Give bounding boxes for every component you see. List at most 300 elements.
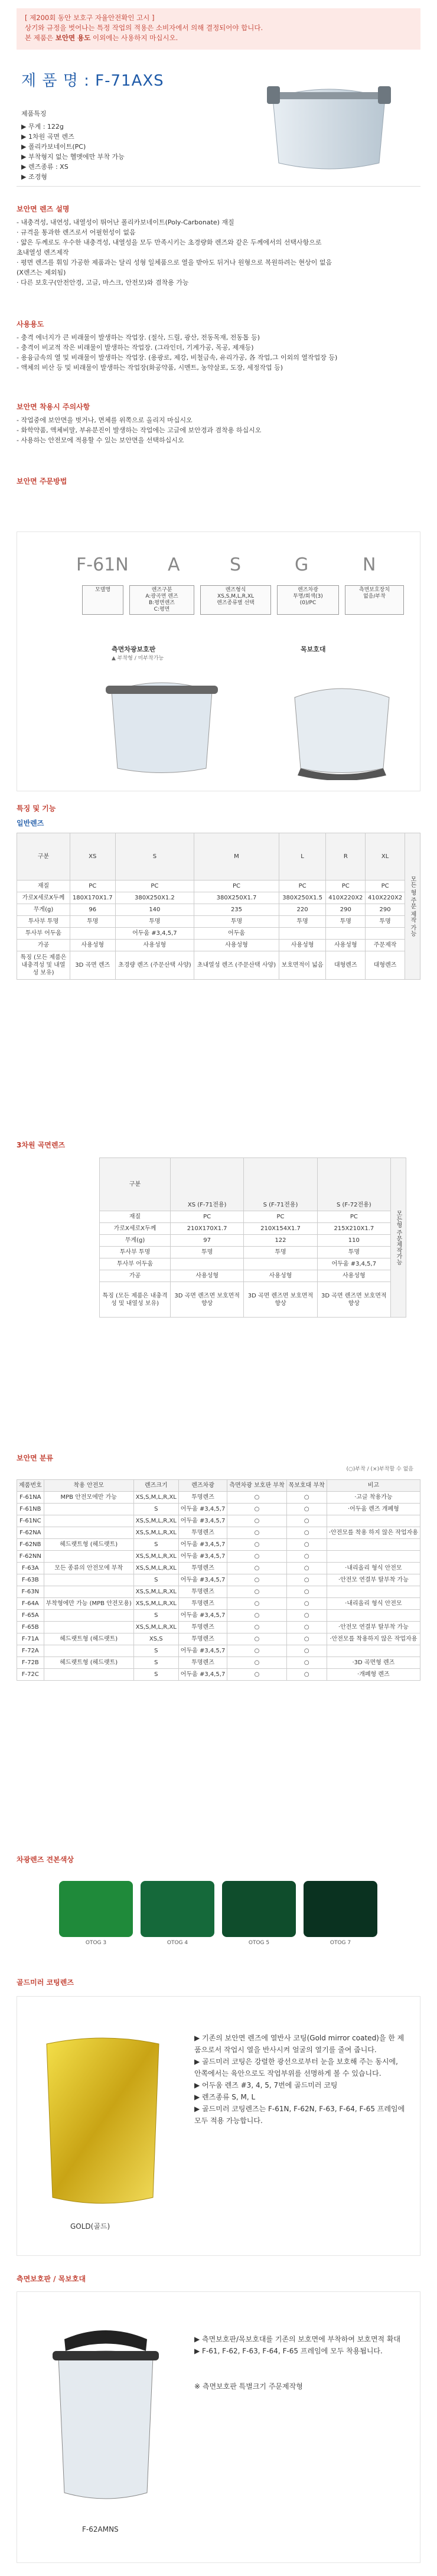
table-cell bbox=[44, 1515, 133, 1527]
table-cell: ·고글 착용가능 bbox=[327, 1492, 420, 1504]
table-row bbox=[17, 892, 420, 904]
table3-title: 보안면 분류 bbox=[17, 1454, 54, 1462]
table-row bbox=[17, 1669, 420, 1681]
neck-guard-label: 목보호대 bbox=[301, 645, 326, 653]
table-row bbox=[17, 1598, 420, 1610]
gold-lens-image bbox=[35, 2032, 171, 2209]
table-cell: F-61NC bbox=[17, 1515, 44, 1527]
table-cell: ·개폐형 렌즈 bbox=[327, 1669, 420, 1681]
table-cell bbox=[70, 928, 116, 940]
table-cell: 215X210X1.7 bbox=[317, 1223, 390, 1235]
spec-item: ▶ 폴리카보네이트(PC) bbox=[21, 143, 86, 151]
table-cell: ○ bbox=[286, 1633, 327, 1645]
lens-description-section bbox=[17, 204, 420, 288]
table-cell: 380X250X1.7 bbox=[194, 892, 279, 904]
table-row bbox=[17, 1574, 420, 1586]
table-cell: ○ bbox=[286, 1539, 327, 1551]
table-header-cell: 구분 bbox=[100, 1158, 171, 1211]
usage-section bbox=[17, 319, 420, 373]
table-cell: ○ bbox=[286, 1574, 327, 1586]
table-header-cell: 구분 bbox=[17, 833, 70, 881]
gold-caption: GOLD(골드) bbox=[70, 2222, 110, 2231]
code-letter-shade: G bbox=[295, 555, 309, 575]
table-cell: F-63A bbox=[17, 1563, 44, 1574]
table-cell: ○ bbox=[227, 1492, 286, 1504]
table-cell: 220 bbox=[279, 904, 326, 916]
table-cell: 투사부 투명 bbox=[100, 1247, 171, 1258]
table-cell: S bbox=[133, 1574, 178, 1586]
table-cell: ○ bbox=[227, 1633, 286, 1645]
table-cell: XS,S,M,L,R,XL bbox=[133, 1551, 178, 1563]
table-cell: PC bbox=[244, 1211, 317, 1223]
table-cell: ○ bbox=[227, 1563, 286, 1574]
table-cell bbox=[327, 1551, 420, 1563]
code-letter-lens-type: A bbox=[168, 555, 180, 575]
table-cell: 어두움 #3,4,5,7 bbox=[178, 1574, 227, 1586]
table-cell: 투명 bbox=[317, 1247, 390, 1258]
table-cell: F-63N bbox=[17, 1586, 44, 1598]
table-cell: S bbox=[133, 1657, 178, 1669]
product-title: 제 품 명 : F-71AXS bbox=[21, 72, 164, 90]
side-item: ※ 측면보호판 특별크기 주문제작형 bbox=[194, 2382, 303, 2391]
code-letter-size: S bbox=[230, 555, 242, 575]
table-row bbox=[17, 1515, 420, 1527]
shade-swatch bbox=[59, 1881, 133, 1937]
table-cell: 사용성형 bbox=[70, 940, 116, 951]
side-protect-box: 측면보호장치 없음/부착 bbox=[345, 585, 404, 615]
table-cell: 180X170X1.7 bbox=[70, 892, 116, 904]
table-cell: ○ bbox=[286, 1669, 327, 1681]
table-cell: 초내열성 렌즈 (주문산택 사양) bbox=[194, 951, 279, 980]
usage-item: - 액체의 비산 등 및 비래물이 발생하는 작업장(화공약품, 시멘트, 농약살포, 도장, 세정작업 등) bbox=[17, 364, 283, 371]
table-cell: 헤드랫트형 (헤드랫트) bbox=[44, 1657, 133, 1669]
table-cell: 투명렌즈 bbox=[178, 1622, 227, 1633]
table-cell: 목보호대 부착 bbox=[286, 1480, 327, 1492]
table-cell: ○ bbox=[286, 1610, 327, 1622]
table-cell: 투명 bbox=[279, 916, 326, 928]
table-cell: ○ bbox=[227, 1515, 286, 1527]
caution-item: - 화학약품, 액체비말, 부유분진이 발생하는 작업에는 고글에 보안경과 겸착용 하십시오 bbox=[17, 426, 262, 434]
lens-shade-box: 렌즈차광 투명/회색(3) (0)/PC bbox=[277, 585, 339, 615]
table-cell: ○ bbox=[227, 1598, 286, 1610]
table-cell bbox=[44, 1504, 133, 1515]
table-row bbox=[17, 1504, 420, 1515]
model-label-box: 모델명 bbox=[82, 585, 123, 615]
table-cell: ○ bbox=[286, 1657, 327, 1669]
side-item: ▶ 측면보호판/목보호대를 기존의 보호면에 부착하여 보호면적 확대 bbox=[194, 2335, 401, 2343]
table-cell: 투명 bbox=[171, 1247, 244, 1258]
side-shield-label: 측면차광보호판 bbox=[112, 645, 156, 653]
table1-side-note: 모든 형 주문 제작 가능 bbox=[405, 833, 420, 980]
table-cell: MPB 안전모에만 가능 bbox=[44, 1492, 133, 1504]
usage-title: 사용용도 bbox=[17, 320, 44, 328]
side-shield-product-image bbox=[41, 2316, 171, 2516]
table-cell: XS,S,M,L,R,XL bbox=[133, 1586, 178, 1598]
neck-guard-image bbox=[283, 668, 401, 780]
table-row bbox=[17, 1586, 420, 1598]
table-cell: 사용성형 bbox=[279, 940, 326, 951]
caution-item: - 작업중에 보안면을 벗거나, 면체를 위쪽으로 올리지 마십시오 bbox=[17, 416, 193, 424]
table-cell: 제품번호 bbox=[17, 1480, 44, 1492]
table-cell: PC bbox=[70, 881, 116, 892]
table-cell: 투사부 투명 bbox=[17, 916, 70, 928]
lens-description-title: 보안면 렌즈 설명 bbox=[17, 205, 70, 213]
table-row bbox=[17, 1610, 420, 1622]
face-shield-image bbox=[261, 74, 397, 175]
table-cell: F-62NB bbox=[17, 1539, 44, 1551]
gold-item: ▶ 렌즈종류 S, M, L bbox=[194, 2093, 256, 2101]
lens-description-item: · 평면 렌즈를 휘임 가공한 제품과는 달리 성형 일체품으로 열을 받아도 뒤거나 원형으로 복원하려는 현상이 없음 bbox=[17, 259, 332, 266]
table-cell: 보호면적이 넓음 bbox=[279, 951, 326, 980]
table-cell bbox=[279, 928, 326, 940]
table-row bbox=[17, 951, 420, 980]
table1-title: 일반렌즈 bbox=[17, 819, 44, 827]
gold-item: ▶ 골드미러 코팅은 강렬한 광선으로부터 눈을 보호해 주는 동시에, 안쪽에서는 육안으로도 작업부위를 선명하게 볼 수 있습니다. bbox=[194, 2057, 398, 2078]
table-cell: S bbox=[133, 1645, 178, 1657]
table-header-cell: XS (F-71전용) bbox=[171, 1158, 244, 1211]
table-cell: F-62NN bbox=[17, 1551, 44, 1563]
lens-description-item: - 내충격성, 내연성, 내열성이 뛰어난 폴리카보네이트(Poly-Carbonate) 재질 bbox=[17, 219, 234, 226]
table-cell: XS,S bbox=[133, 1633, 178, 1645]
table-row bbox=[100, 1282, 406, 1318]
side-shield-note: ▲ 부착형 / 미부착가능 bbox=[112, 656, 164, 661]
side-item: ▶ F-61, F-62, F-63, F-64, F-65 프레임에 모두 착용됩니다. bbox=[194, 2347, 383, 2355]
lens-type-box: 렌즈구분 A:광곡면 렌즈 B:평면렌즈 C:평면 bbox=[129, 585, 194, 615]
lens-description-item: · 다른 보호구(안전안경, 고글, 마스크, 안전모)와 겸착용 가능 bbox=[17, 279, 189, 286]
lens-description-item: · 규격을 통과한 렌즈로서 어필헌성이 없음 bbox=[17, 229, 136, 236]
table-cell: 가로X세로X두께 bbox=[100, 1223, 171, 1235]
table-cell: 210X154X1.7 bbox=[244, 1223, 317, 1235]
table-cell: ○ bbox=[286, 1551, 327, 1563]
table-header-cell: XL bbox=[366, 833, 405, 881]
usage-item: - 충격이 비교적 작은 비래물이 발생하는 작업장. (그라인더, 기계가공, 목공, 제재등) bbox=[17, 344, 254, 351]
table-cell: 3D 곡면 렌즈 bbox=[70, 951, 116, 980]
features-title: 특징 및 기능 bbox=[17, 804, 56, 813]
table-cell: XS,S,M,L,R,XL bbox=[133, 1598, 178, 1610]
spec-item: ▶ 무게 : 122g bbox=[21, 123, 64, 131]
table-cell bbox=[327, 1645, 420, 1657]
gold-title: 골드미러 코팅렌즈 bbox=[17, 1978, 74, 1987]
table-cell: 투명렌즈 bbox=[178, 1527, 227, 1539]
table-cell: ○ bbox=[227, 1657, 286, 1669]
shade-title: 차광렌즈 견본색상 bbox=[17, 1856, 74, 1864]
table-cell: XS,S,M,L,R,XL bbox=[133, 1492, 178, 1504]
table-row bbox=[17, 1645, 420, 1657]
table-cell: 어두움 #3,4,5,7 bbox=[178, 1610, 227, 1622]
table-row bbox=[100, 1258, 406, 1270]
table-cell: ○ bbox=[286, 1645, 327, 1657]
table-cell: 특징 (모든 제품은 내충격성 및 내열성 보유) bbox=[17, 951, 70, 980]
table-cell: ○ bbox=[286, 1492, 327, 1504]
gold-item: ▶ 골드미러 코팅렌즈는 F-61N, F-62N, F-63, F-64, F-65 프레임에 모두 적용 가능합니다. bbox=[194, 2105, 405, 2125]
table-cell: 대형렌즈 bbox=[326, 951, 366, 980]
table-cell: 대형렌즈 bbox=[366, 951, 405, 980]
table-cell: ○ bbox=[286, 1598, 327, 1610]
table-cell: ·내리올리 형식 안전모 bbox=[327, 1563, 420, 1574]
classification-table bbox=[17, 1479, 420, 1681]
table3-legend: (○)부착 / (×)부착할 수 없음 bbox=[346, 1466, 413, 1472]
lens-description-item: (X렌즈는 제외됨) bbox=[17, 269, 66, 276]
table-row bbox=[100, 1270, 406, 1282]
table-cell: PC bbox=[279, 881, 326, 892]
shade-swatch bbox=[222, 1881, 296, 1937]
table-cell: 투명렌즈 bbox=[178, 1563, 227, 1574]
table2-side-note: 모든형 주문제작가능 bbox=[391, 1158, 406, 1318]
table-cell: 무게(g) bbox=[17, 904, 70, 916]
table-cell: 96 bbox=[70, 904, 116, 916]
table-cell: 3D 곡면 렌즈면 보호면적 향상 bbox=[244, 1282, 317, 1318]
table-cell: 어두움 #3,4,5,7 bbox=[178, 1551, 227, 1563]
shade-swatch-label: OTOG 4 bbox=[167, 1940, 188, 1946]
table-cell bbox=[44, 1527, 133, 1539]
table-cell: F-72C bbox=[17, 1669, 44, 1681]
table-cell bbox=[326, 928, 366, 940]
shade-swatch-label: OTOG 5 bbox=[248, 1940, 270, 1946]
table-cell: F-61NB bbox=[17, 1504, 44, 1515]
table-cell: F-63B bbox=[17, 1574, 44, 1586]
spec-item: ▶ 1차원 곡면 렌즈 bbox=[21, 133, 74, 141]
table-cell: F-72B bbox=[17, 1657, 44, 1669]
table-cell: S bbox=[133, 1539, 178, 1551]
table-cell: 투명 bbox=[70, 916, 116, 928]
table-cell: ○ bbox=[286, 1622, 327, 1633]
table-cell: PC bbox=[326, 881, 366, 892]
table-row bbox=[100, 1223, 406, 1235]
table-cell: 헤드랫트형 (헤드랫트) bbox=[44, 1539, 133, 1551]
table-cell: PC bbox=[171, 1211, 244, 1223]
table-cell: 착용 안전모 bbox=[44, 1480, 133, 1492]
table-cell: 210X170X1.7 bbox=[171, 1223, 244, 1235]
table-cell: ○ bbox=[227, 1645, 286, 1657]
table-cell: 290 bbox=[326, 904, 366, 916]
table-row bbox=[17, 1657, 420, 1669]
table-cell bbox=[327, 1515, 420, 1527]
table-cell: S bbox=[133, 1504, 178, 1515]
table-cell bbox=[44, 1574, 133, 1586]
shade-swatch-label: OTOG 3 bbox=[85, 1940, 107, 1946]
side-title: 측면보호판 / 목보호대 bbox=[17, 2275, 86, 2283]
table-cell: 122 bbox=[244, 1235, 317, 1247]
table-cell: S bbox=[133, 1669, 178, 1681]
usage-item: - 용융금속의 열 및 비래물이 발생하는 작업장. (용광로, 제강, 비철금속, 유리가공, 各 작업,그 이외의 열작업장 등) bbox=[17, 354, 338, 361]
side-shield-section bbox=[17, 2291, 420, 2563]
spec-item: ▶ 부착형지 없는 헬멧에만 부착 가능 bbox=[21, 153, 125, 161]
table-cell: 투명 bbox=[244, 1247, 317, 1258]
table-cell: 모든 종류의 안전모에 부착 bbox=[44, 1563, 133, 1574]
table-cell: PC bbox=[366, 881, 405, 892]
table-cell: ○ bbox=[227, 1610, 286, 1622]
table-cell: 렌즈크기 bbox=[133, 1480, 178, 1492]
table-row bbox=[100, 1247, 406, 1258]
table-cell: 투명 bbox=[115, 916, 194, 928]
caution-item: - 사용하는 안전모에 적용할 수 있는 보안면을 선택하십시오 bbox=[17, 436, 184, 444]
table-cell: ○ bbox=[286, 1515, 327, 1527]
table-cell: ○ bbox=[227, 1551, 286, 1563]
table-cell: 투사부 어두움 bbox=[100, 1258, 171, 1270]
cautions-section bbox=[17, 402, 420, 445]
3d-lens-table bbox=[99, 1157, 406, 1318]
table-cell: ·안전모 연결부 탈부착 가능 bbox=[327, 1574, 420, 1586]
table-cell: ○ bbox=[286, 1563, 327, 1574]
table-cell: 사용성형 bbox=[326, 940, 366, 951]
table-cell: 투명렌즈 bbox=[178, 1492, 227, 1504]
table-row bbox=[17, 1527, 420, 1539]
table-cell: ·안전모를 착용 하지 않은 작업자용 bbox=[327, 1527, 420, 1539]
table-row bbox=[17, 928, 420, 940]
spec-item: ▶ 렌즈종류 : XS bbox=[21, 163, 69, 171]
table-row bbox=[100, 1235, 406, 1247]
table-cell bbox=[366, 928, 405, 940]
table-cell: F-61NA bbox=[17, 1492, 44, 1504]
table-cell: 가공 bbox=[17, 940, 70, 951]
table-cell: ○ bbox=[286, 1586, 327, 1598]
table-cell: F-65B bbox=[17, 1622, 44, 1633]
table-cell: 부착형에만 가능 (MPB 안전모용) bbox=[44, 1598, 133, 1610]
table-cell: 410X220X2 bbox=[326, 892, 366, 904]
table-cell: 재질 bbox=[100, 1211, 171, 1223]
table-cell: 어두움 #3,4,5,7 bbox=[178, 1539, 227, 1551]
usage-item: - 충격 에너지가 큰 비래물이 발생하는 작업장. (절삭, 드릴, 광산, 전동목재, 전동톱 등) bbox=[17, 334, 260, 341]
side-shield-image bbox=[94, 668, 230, 780]
table-row bbox=[17, 1492, 420, 1504]
table-cell: 사용성형 bbox=[115, 940, 194, 951]
table-row bbox=[17, 1539, 420, 1551]
table-row bbox=[17, 881, 420, 892]
table-cell: 어두움 #3,4,5,7 bbox=[178, 1669, 227, 1681]
table-cell bbox=[327, 1586, 420, 1598]
table-cell: 투명렌즈 bbox=[178, 1598, 227, 1610]
table-cell: 사용성형 bbox=[244, 1270, 317, 1282]
shade-swatches bbox=[59, 1881, 378, 1952]
table-cell: 290 bbox=[366, 904, 405, 916]
table-cell: 어두움 #3,4,5,7 bbox=[178, 1504, 227, 1515]
table-cell: ·안전모 연결부 탈부착 가능 bbox=[327, 1622, 420, 1633]
table-cell: 투명 bbox=[326, 916, 366, 928]
table-cell: ○ bbox=[227, 1527, 286, 1539]
table-cell: F-65A bbox=[17, 1610, 44, 1622]
table-cell: 140 bbox=[115, 904, 194, 916]
table-header-row bbox=[17, 833, 420, 881]
table-cell: PC bbox=[194, 881, 279, 892]
table-cell: F-72A bbox=[17, 1645, 44, 1657]
table-cell: 주문제작 bbox=[366, 940, 405, 951]
table-row bbox=[100, 1211, 406, 1223]
spec-item: ▶ 조경형 bbox=[21, 173, 47, 181]
table-cell: 초경량 렌즈 (주문산택 사양) bbox=[115, 951, 194, 980]
table-row bbox=[17, 904, 420, 916]
notice-line-3: 본 제품은 보안면 용도 이외에는 사용하지 마십시오. bbox=[25, 34, 178, 42]
cautions-title: 보안면 착용시 주의사항 bbox=[17, 403, 90, 411]
table-header-cell: L bbox=[279, 833, 326, 881]
side-list bbox=[194, 2333, 407, 2392]
table-cell: 측면차광 보호판 부착 bbox=[227, 1480, 286, 1492]
table-cell: 투명 bbox=[194, 916, 279, 928]
table-header-row bbox=[17, 1480, 420, 1492]
gold-mirror-section bbox=[17, 1996, 420, 2256]
table-cell: 어두움 #3,4,5,7 bbox=[115, 928, 194, 940]
table-cell bbox=[44, 1610, 133, 1622]
table-cell: 어두움 #3,4,5,7 bbox=[178, 1645, 227, 1657]
table-cell: XS,S,M,L,R,XL bbox=[133, 1622, 178, 1633]
table-cell: PC bbox=[317, 1211, 390, 1223]
table-cell: 어두움 bbox=[194, 928, 279, 940]
table-cell: 410X220X2 bbox=[366, 892, 405, 904]
table-cell: XS,S,M,L,R,XL bbox=[133, 1563, 178, 1574]
spec-heading: 제품특징 bbox=[21, 110, 47, 118]
table-cell bbox=[44, 1622, 133, 1633]
table-cell: 투명렌즈 bbox=[178, 1633, 227, 1645]
table-cell: 사용성형 bbox=[317, 1270, 390, 1282]
notice-line-1: [ 제200회 동안 보호구 자율안전확인 고시 ] bbox=[25, 14, 155, 22]
code-letter-model: F-61N bbox=[76, 555, 129, 575]
table-cell: ·내리올리 형식 안전모 bbox=[327, 1598, 420, 1610]
gold-item: ▶ 기존의 보안면 렌즈에 열반사 코팅(Gold mirror coated)을 한 제품으로서 작업시 열을 반사시켜 얼굴의 열기를 줄여 줍니다. bbox=[194, 2034, 405, 2054]
table-cell: 무게(g) bbox=[100, 1235, 171, 1247]
table-cell bbox=[44, 1669, 133, 1681]
table-cell bbox=[44, 1586, 133, 1598]
table-cell: 재질 bbox=[17, 881, 70, 892]
table-header-cell: M bbox=[194, 833, 279, 881]
table-cell: 가공 bbox=[100, 1270, 171, 1282]
gold-list bbox=[194, 2032, 407, 2127]
shade-swatch bbox=[141, 1881, 214, 1937]
table-cell: ·안전모를 착용하지 않은 작업자용 bbox=[327, 1633, 420, 1645]
table-cell bbox=[327, 1610, 420, 1622]
table-cell: ○ bbox=[227, 1574, 286, 1586]
table-cell: 가로X세로X두께 bbox=[17, 892, 70, 904]
order-method-box bbox=[17, 531, 420, 791]
table-header-cell: S (F-71전용) bbox=[244, 1158, 317, 1211]
lens-size-box: 렌즈형식 XS,S,M,L,R,XL 렌즈종류별 선택 bbox=[200, 585, 271, 615]
table-cell: 헤드랫트형 (헤드랫트) bbox=[44, 1633, 133, 1645]
table-header-cell: R bbox=[326, 833, 366, 881]
table-cell: 어두움 #3,4,5,7 bbox=[178, 1515, 227, 1527]
gold-item: ▶ 어두움 렌즈 #3, 4, 5, 7번에 골드미러 코팅 bbox=[194, 2081, 338, 2089]
table-cell: ○ bbox=[227, 1539, 286, 1551]
table-row bbox=[17, 1633, 420, 1645]
table-row bbox=[17, 940, 420, 951]
table-row bbox=[17, 1622, 420, 1633]
table-cell: ○ bbox=[227, 1622, 286, 1633]
table-cell: 380X250X1.5 bbox=[279, 892, 326, 904]
table-cell bbox=[244, 1258, 317, 1270]
shade-swatch bbox=[304, 1881, 377, 1937]
lens-description-item: · 얇은 두께로도 우수한 내충격성, 내열성을 모두 만족시키는 초경량화 렌즈와 같은 두께에서의 선택사항으로 bbox=[17, 239, 322, 246]
table-cell: F-64A bbox=[17, 1598, 44, 1610]
table-cell: 사용성형 bbox=[194, 940, 279, 951]
table-cell: ○ bbox=[286, 1527, 327, 1539]
table-row bbox=[17, 1551, 420, 1563]
table-cell: 투사부 어두움 bbox=[17, 928, 70, 940]
table-cell: F-62NA bbox=[17, 1527, 44, 1539]
table-cell: 3D 곡면 렌즈면 보호면적 향상 bbox=[317, 1282, 390, 1318]
notice-box bbox=[17, 8, 420, 50]
table-cell: ·3D 곡면형 렌즈 bbox=[327, 1657, 420, 1669]
table-cell: 235 bbox=[194, 904, 279, 916]
table-cell: 사용성형 bbox=[171, 1270, 244, 1282]
table-cell: PC bbox=[115, 881, 194, 892]
table2-title: 3차원 곡면렌즈 bbox=[17, 1141, 66, 1149]
table-header-cell: S bbox=[115, 833, 194, 881]
table-cell: F-71A bbox=[17, 1633, 44, 1645]
product-header bbox=[17, 57, 420, 187]
table-cell: 투명렌즈 bbox=[178, 1657, 227, 1669]
table-cell: 렌즈차광 bbox=[178, 1480, 227, 1492]
table-header-cell: XS bbox=[70, 833, 116, 881]
table-cell: ○ bbox=[286, 1504, 327, 1515]
notice-line-2: 상기와 규정을 벗어나는 특정 작업의 적용은 소비자에서 의해 결정되어야 합니다. bbox=[25, 24, 263, 32]
table-cell bbox=[44, 1645, 133, 1657]
